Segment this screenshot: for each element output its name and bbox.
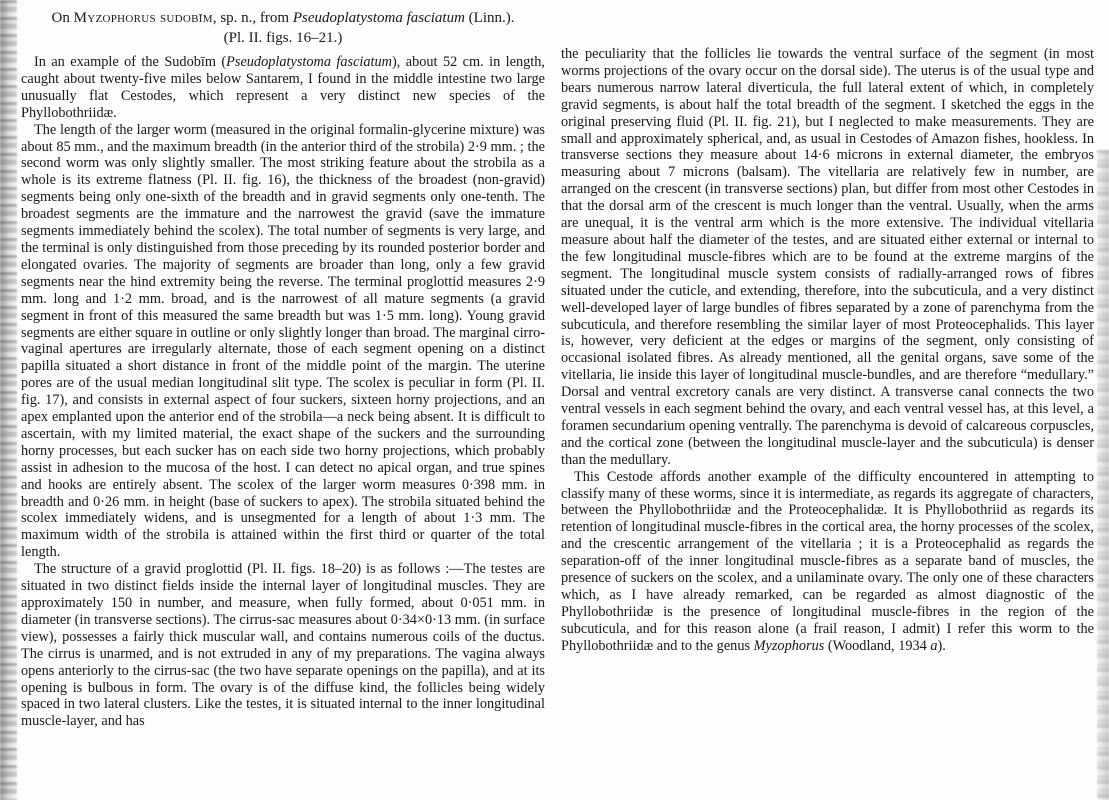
paragraph-classification: [561, 469, 1094, 655]
paragraph-introduction: [21, 54, 545, 122]
heading-mid: , sp. n., from: [212, 10, 293, 26]
paragraph-text: ), about 52 cm. in length, caught about twenty-five miles below Santarem, I found in the middle intestine two large unusually flat Cestodes, which represent a very distinct new species of the Phyllobothriidæ.: [21, 54, 545, 121]
heading-suffix: (Linn.).: [464, 10, 515, 26]
paragraph-text: ).: [937, 637, 946, 654]
paragraph-text: In an example of the Sudobīm (: [34, 54, 227, 70]
paragraph-proglottid-structure: The structure of a gravid proglottid (Pl. II. figs. 18–20) is as follows :—The testes are situated in two distinct fields inside the internal layer of longitudinal muscles. They are approximately 150 in number, and measure, when fully formed, about 0·051 mm. in diameter (in transverse sections). The cirrus-sac measures about 0·34×0·13 mm. (in surface view), possesses a fairly thick muscular wall, and contains numerous coils of the ductus. The cirrus is unarmed, and is not extruded in any of my preparations. The vagina always opens anteriorly to the cirrus-sac (the two have separate openings on the papilla), and at its opening is bulbous in form. The ovary is of the diffuse kind, the follicles being widely spaced in two lateral clusters. Like the testes, it is situated internal to the inner longitudinal muscle-layer, and has: [21, 561, 545, 730]
species-name-smallcaps: Myzophorus sudobīm: [73, 10, 213, 26]
scan-edge-shadow-right: [1097, 150, 1109, 800]
paragraph-text: (Woodland, 1934: [824, 637, 931, 654]
paragraph-text: This Cestode affords another example of the difficulty encountered in attempting to classify many of these worms, since it is intermediate, as regards its aggregate of characters, between the Phyllobothriidæ and the Proteocephalidæ. It is Phyllobothriid as regards its retention of longitudinal muscle-fibres in the cortical area, the horny processes of the scolex, and the crescentic arrangement of the vitellaria ; it is a Proteocephalid as regards the separation-off of the inner longitudinal muscle-fibres as a separate band of muscles, the presence of suckers on the scolex, and a unilaminate ovary. The only one of these characters which, as I have already remarked, can be regarded as almost diagnostic of the Phyllobothriidæ is the presence of longitudinal muscle-fibres in the region of the subcuticula, and for this reason alone (a frail reason, I admit) I refer this worm to the Phyllobothriidæ and to the genus: [561, 468, 1094, 654]
host-species-name-italic: Pseudoplatystoma fasciatum: [226, 54, 392, 70]
heading-prefix: On: [51, 10, 74, 26]
paragraph-proglottid-structure-continued: the peculiarity that the follicles lie towards the ventral surface of the segment (in most worms projections of the ovary occur on the dorsal side). The uterus is of the usual type and bears numerous narrow lateral diverticula, the full lateral extent of which, in completely gravid segments, is about half the total breadth of the segment. I sketched the eggs in the original preserving fluid (Pl. II. fig. 21), but I neglected to make measurements. They are small and approximately spherical, and, as usual in Cestodes of Amazon fishes, hookless. In transverse sections they measure about 14·6 microns in external diameter, the embryos measuring about 7 microns (balsam). The vitellaria are relatively few in number, are arranged on the crescent (in transverse sections) plan, but differ from most other Cestodes in that the dorsal arm of the crescent is much longer than the ventral. Usually, when the arms are unequal, it is the ventral arm which is the more extensive. The individual vitellaria measure about half the diameter of the testes, and are situated either external or internal to the few longitudinal muscle-fibres which are to be found at the extreme margins of the segment. The longitudinal muscle system consists of radially-arranged rows of fibres situated under the cuticle, and extending, therefore, into the subcuticula, and a very distinct well-developed layer of large bundles of fibres separated by a zone of parenchyma from the subcuticula, and therefore resembling the similar layer of most Proteocephalids. This layer is, however, very deficient at the edges or margins of the segment, only consisting of occasional isolated fibres. As already mentioned, all the genital organs, save some of the vitellaria, lie inside this layer of longitudinal muscle-bundles, and are therefore “medullary.” Dorsal and ventral excretory canals are very distinct. A transverse canal connects the two ventral vessels in each segment behind the ovary, and each ventral vessel has, at this level, a foramen secundarium opening ventrally. The parenchyma is devoid of calcareous corpuscles, and the cortical zone (between the longitudinal muscle-layer and the subcuticula) is denser than the medullary.: [561, 46, 1094, 468]
heading-line-2: (Pl. II. figs. 16–21.): [223, 30, 343, 46]
left-column: [21, 0, 545, 730]
citation-letter-italic: a: [930, 637, 938, 654]
right-column: [561, 0, 1094, 655]
scan-gutter-shadow-left: [0, 0, 17, 800]
article-heading: [21, 8, 545, 48]
paragraph-worm-description: The length of the larger worm (measured in the original formalin-glycerine mixture) was about 85 mm., and the maximum breadth (in the anterior third of the strobila) 2·9 mm. ; the second worm was only slightly smaller. The most striking feature about the strobila as a whole is its extreme flatness (Pl. II. fig. 16), the thickness of the broadest (non-gravid) segments being only one-sixth of the breadth and in gravid segments only one-tenth. The broadest segments are the immature and the narrowest the gravid (save the immature segments immediately behind the scolex). The total number of segments is very large, and the terminal is only distinguished from those preceding by its rounded posterior border and elongated ovaries. The majority of segments are broader than long, only a few gravid segments near the hind extremity being the reverse. The terminal proglottid measures 2·9 mm. long and 1·2 mm. broad, and is the narrowest of all mature segments (a gravid segment in front of this measured the same breadth but was 1·5 mm. long). Young gravid segments are either square in outline or only slightly longer than broad. The marginal cirro-vaginal apertures are irregularly alternate, those of each segment opening on a distinct papilla situated a short distance in front of the middle point of the margin. The uterine pores are of the usual median longitudinal slit type. The scolex is peculiar in form (Pl. II. fig. 17), and consists in external aspect of four suckers, sixteen horny projections, and an apex emplanted upon the anterior end of the strobila—a neck being absent. It is difficult to ascertain, with my limited material, the exact shape of the suckers and the surrounding horny processes, but each sucker has on each side two horny projections, which probably assist in adhesion to the mucosa of the host. I can detect no apical organ, and true spines and hooks are entirely absent. The scolex of the larger worm measures 0·398 mm. in breadth and 0·26 mm. in height (base of suckers to apex). The strobila situated behind the scolex immediately widens, and is unsegmented for a length of about 1·3 mm. The maximum width of the strobila is attained within the first third or quarter of the total length.: [21, 121, 545, 561]
heading-line-1: [21, 8, 545, 28]
genus-name-italic: Myzophorus: [753, 637, 825, 654]
host-species-name-italic: Pseudoplatystoma fasciatum: [292, 10, 465, 26]
